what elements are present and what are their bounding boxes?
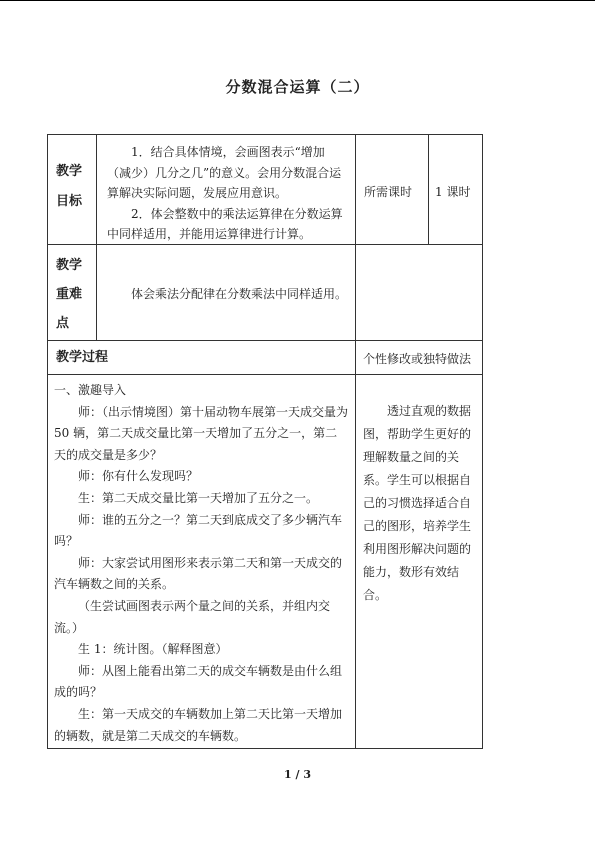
keypoints-label-cell xyxy=(47,244,97,341)
keypoints-label-line-3: 点 xyxy=(56,316,70,331)
process-heading-cell xyxy=(47,340,356,375)
process-line: 生：第一天成交的车辆数加上第二天比第一天增加的辆数，就是第二天成交的车辆数。 xyxy=(54,706,343,743)
process-heading: 教学过程 xyxy=(56,350,109,365)
keypoints-label-line-1: 教学 xyxy=(56,258,83,273)
page-number: 1 / 3 xyxy=(284,768,311,781)
process-line: 生 1：统计图。（解释图意） xyxy=(78,642,228,657)
goals-item-1: 1．结合具体情境，会画图表示“增加（减少）几分之几”的意义。会用分数混合运算解决实际问题，发展应用意识。 xyxy=(107,145,342,200)
side-heading: 个性修改或独特做法 xyxy=(363,352,472,366)
process-content-cell xyxy=(47,374,356,749)
process-line: 师：大家尝试用图形来表示第二天和第一天成交的汽车辆数之间的关系。 xyxy=(54,555,343,592)
keypoints-text: 体会乘法分配律在分数乘法中同样适用。 xyxy=(131,287,348,301)
process-line: 师：谁的五分之一？第二天到底成交了多少辆汽车吗？ xyxy=(54,512,343,549)
goals-content-cell xyxy=(96,134,356,245)
hours-label: 所需课时 xyxy=(364,185,413,199)
hours-label-cell xyxy=(355,134,429,245)
process-line: 师：从图上能看出第二天的成交车辆数是由什么组成的吗？ xyxy=(54,663,343,700)
keypoints-side-cell xyxy=(355,244,483,341)
process-line: （生尝试画图表示两个量之间的关系，并组内交流。） xyxy=(54,598,331,635)
process-line: 师：（出示情境图）第十届动物车展第一天成交量为 50 辆，第二天成交量比第一天增加了五分之一，第二天的成交量是多少？ xyxy=(54,404,349,462)
process-line: 生：第二天成交量比第一天增加了五分之一。 xyxy=(78,490,319,505)
goals-label-line-1: 教学 xyxy=(56,164,83,179)
process-line: 师：你有什么发现吗？ xyxy=(78,469,199,484)
goals-item-2: 2．体会整数中的乘法运算律在分数运算中同样适用，并能用运算律进行计算。 xyxy=(107,206,343,241)
goals-label-line-2: 目标 xyxy=(56,194,83,209)
hours-value-cell xyxy=(428,134,483,245)
keypoints-content-cell xyxy=(96,244,356,341)
document-title: 分数混合运算（二） xyxy=(225,78,370,96)
side-note-cell xyxy=(355,374,483,749)
side-note: 透过直观的数据图，帮助学生更好的理解数量之间的关系。学生可以根据自己的习惯选择适合自己的图形，培养学生利用图形解决问题的能力，数形有效结合。 xyxy=(363,404,472,602)
hours-value: 1 课时 xyxy=(435,185,471,199)
process-line: 一、激趣导入 xyxy=(54,383,127,397)
top-border-line xyxy=(0,0,595,1)
side-heading-cell xyxy=(355,340,483,375)
keypoints-label-line-2: 重难 xyxy=(56,287,83,302)
goals-label-cell xyxy=(47,134,97,245)
